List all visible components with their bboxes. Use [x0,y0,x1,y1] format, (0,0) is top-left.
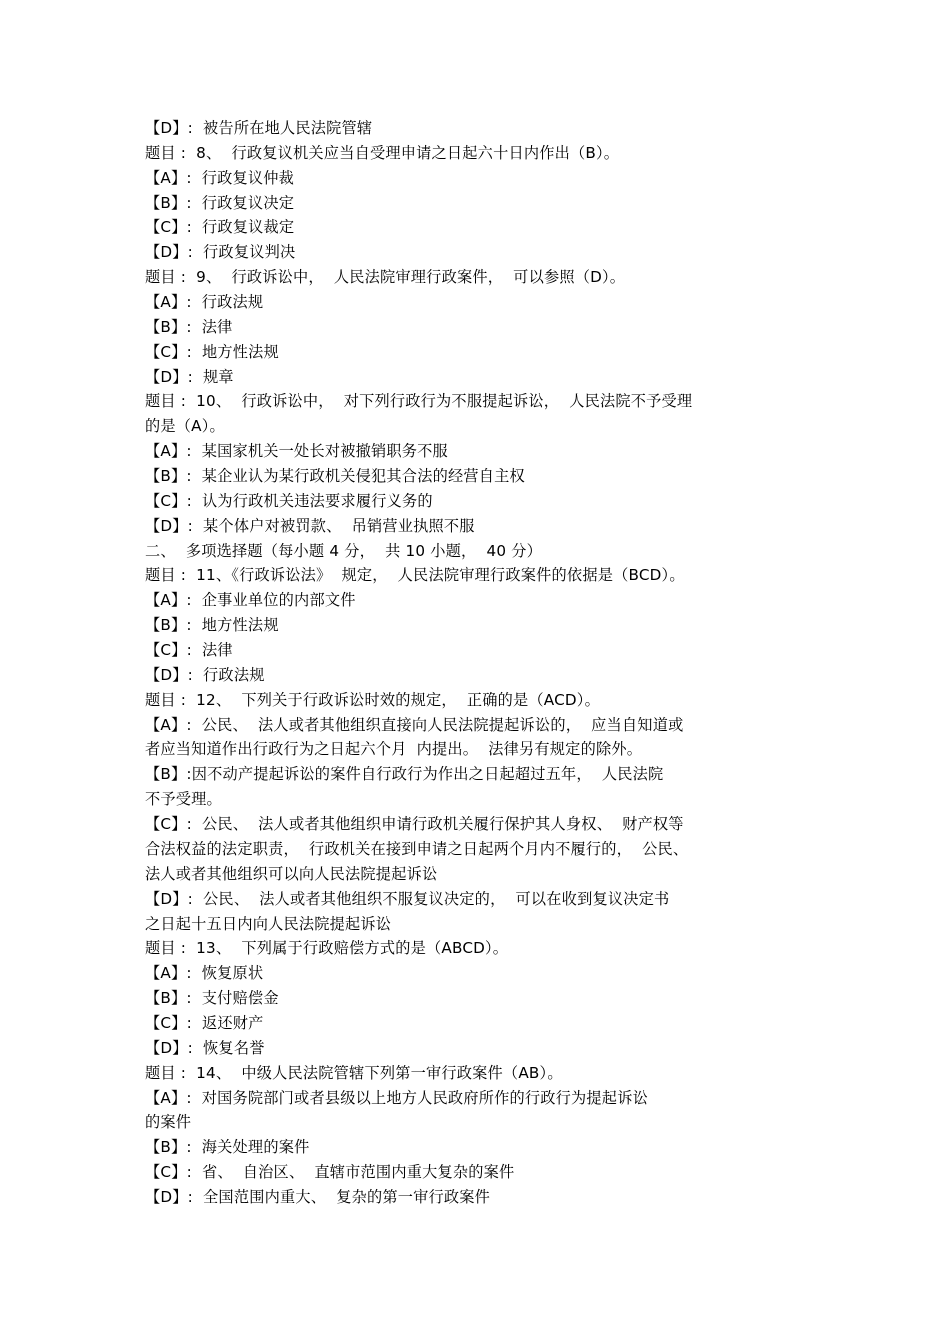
text-line: 法人或者其他组织可以向人民法院提起诉讼 [145,864,438,883]
text-line: 【C】: 省、 自治区、 直辖市范围内重大复杂的案件 [145,1163,515,1182]
text-line: 的案件 [145,1113,192,1132]
text-line: 题目 : 13、 下列属于行政赔偿方式的是（ABCD）。 [145,939,509,958]
text-line: 【B】: 支付赔偿金 [145,989,279,1008]
text-line: 【C】: 法律 [145,641,233,660]
text-line: 【C】: 公民、 法人或者其他组织申请行政机关履行保护其人身权、 财产权等 [145,815,684,834]
text-line: 【B】: 行政复议决定 [145,193,295,212]
text-line: 【C】: 地方性法规 [145,342,279,361]
text-line: 者应当知道作出行政行为之日起六个月 内提出。 法律另有规定的除外。 [145,740,643,759]
text-line: 【A】: 行政复议仲裁 [145,168,295,187]
text-line: 不予受理。 [145,790,222,809]
text-line: 【B】:因不动产提起诉讼的案件自行政行为作出之日起超过五年， 人民法院 [145,765,664,784]
text-line: 题目 : 14、 中级人民法院管辖下列第一审行政案件（AB）。 [145,1063,563,1082]
text-line: 【A】: 公民、 法人或者其他组织直接向人民法院提起诉讼的， 应当自知道或 [145,715,684,734]
text-line: 题目 : 9、 行政诉讼中， 人民法院审理行政案件， 可以参照（D）。 [145,268,626,287]
text-line: 【D】: 全国范围内重大、 复杂的第一审行政案件 [145,1187,491,1206]
text-line: 【D】: 行政复议判决 [145,243,296,262]
section-heading: 二、 多项选择题（每小题 4 分， 共 10 小题， 40 分） [145,541,542,560]
text-line: 【D】: 被告所在地人民法院管辖 [145,119,373,137]
text-line: 【A】: 某国家机关一处长对被撤销职务不服 [145,442,448,461]
text-line: 【D】: 公民、 法人或者其他组织不服复议决定的， 可以在收到复议决定书 [145,889,670,908]
text-line: 【D】: 规章 [145,367,234,386]
text-line: 【B】: 海关处理的案件 [145,1138,310,1157]
text-line: 之日起十五日内向人民法院提起诉讼 [145,914,392,933]
text-line: 【B】: 法律 [145,317,233,336]
text-line: 【C】: 认为行政机关违法要求履行义务的 [145,491,433,510]
text-line: 题目 : 10、 行政诉讼中， 对下列行政行为不服提起诉讼， 人民法院不予受理 [145,392,693,411]
text-line: 题目 : 8、 行政复议机关应当自受理申请之日起六十日内作出（B）。 [145,143,620,162]
document-body [145,116,765,1210]
text-line: 合法权益的法定职责， 行政机关在接到申请之日起两个月内不履行的， 公民、 [145,839,689,858]
text-line: 【A】: 恢复原状 [145,964,264,983]
text-line: 的是（A）。 [145,417,225,436]
text-line: 【D】: 某个体户对被罚款、 吊销营业执照不服 [145,516,475,535]
text-line: 【D】: 恢复名誉 [145,1038,265,1057]
text-line: 【B】: 某企业认为某行政机关侵犯其合法的经营自主权 [145,467,525,486]
text-line: 【C】: 返还财产 [145,1013,264,1032]
text-line: 【D】: 行政法规 [145,665,265,684]
text-line: 题目 : 12、 下列关于行政诉讼时效的规定， 正确的是（ACD）。 [145,690,600,709]
text-line: 题目 : 11、《行政诉讼法》 规定， 人民法院审理行政案件的依据是（BCD）。 [145,566,685,585]
text-line: 【B】: 地方性法规 [145,616,279,635]
text-line: 【A】: 对国务院部门或者县级以上地方人民政府所作的行政行为提起诉讼 [145,1088,648,1107]
text-line: 【A】: 行政法规 [145,293,264,312]
text-line: 【A】: 企事业单位的内部文件 [145,591,356,610]
text-line: 【C】: 行政复议裁定 [145,218,295,237]
